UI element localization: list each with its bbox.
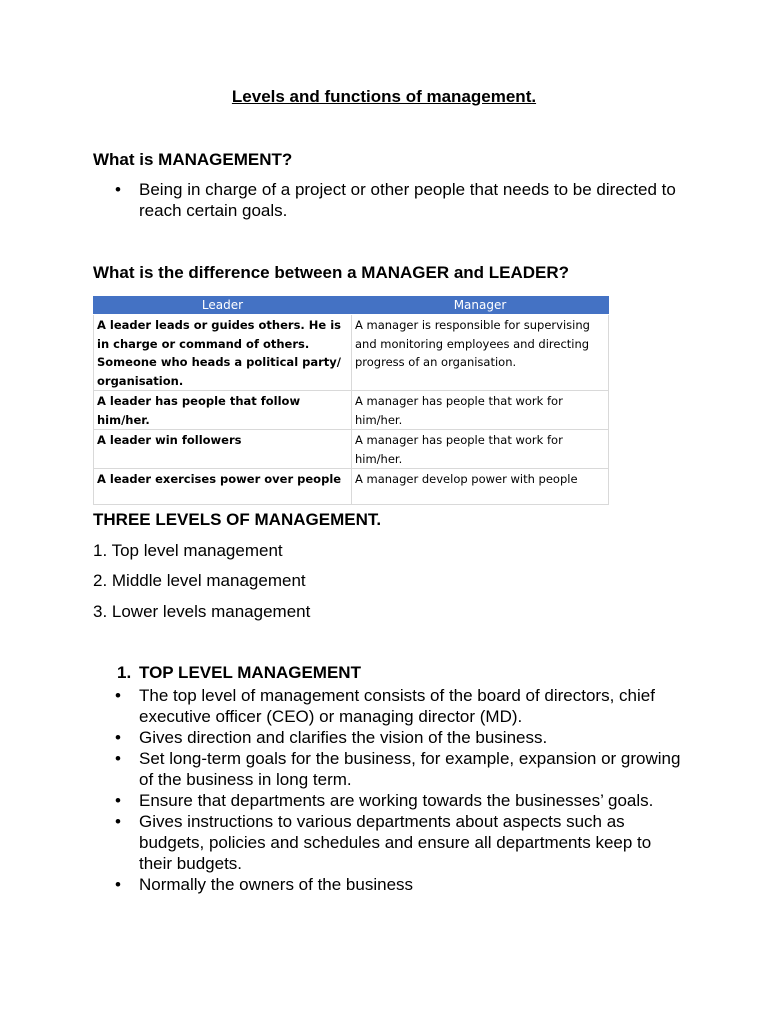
list-item [93, 748, 683, 790]
heading-three-levels: THREE LEVELS OF MANAGEMENT. [93, 510, 382, 529]
bullet-icon: • [115, 875, 121, 894]
table-cell-leader: A leader exercises power over people [94, 469, 352, 505]
heading-manager-vs-leader: What is the difference between a MANAGER and LEADER? [93, 263, 570, 282]
level-item-lower: 3. Lower levels management [93, 602, 311, 621]
bullet-icon: • [115, 728, 121, 747]
list-item-text: The top level of management consists of the board of directors, chief executive officer (CEO) or managing director (MD). [139, 686, 655, 726]
bullet-icon: • [115, 180, 121, 199]
bullet-icon: • [115, 791, 121, 810]
heading-top-level-management [117, 663, 361, 683]
list-item-text: Set long-term goals for the business, for example, expansion or growing of the business in long term. [139, 749, 681, 789]
list-item [93, 179, 683, 221]
table-cell-manager: A manager develop power with people [352, 469, 609, 505]
list-item [93, 874, 683, 895]
list-item-text: Being in charge of a project or other people that needs to be directed to reach certain goals. [139, 180, 676, 220]
bullet-icon: • [115, 686, 121, 705]
table-row [94, 430, 609, 469]
column-header-leader: Leader [94, 297, 352, 315]
list-item [93, 727, 683, 748]
table-header-row [94, 297, 609, 315]
top-level-functions-list [93, 685, 683, 895]
table-cell-leader: A leader leads or guides others. He is in charge or command of others. Someone who heads a political party/ organisation. [94, 315, 352, 391]
management-definition-list [93, 179, 683, 221]
list-item-text: Normally the owners of the business [139, 875, 414, 894]
table-cell-manager: A manager has people that work for him/her. [352, 391, 609, 430]
bullet-icon: • [115, 749, 121, 768]
list-item [93, 811, 683, 874]
table-row [94, 315, 609, 391]
table-cell-leader: A leader win followers [94, 430, 352, 469]
table-cell-manager: A manager is responsible for supervising and monitoring employees and directing progress of an organisation. [352, 315, 609, 391]
leader-manager-table [93, 296, 609, 505]
list-item [93, 685, 683, 727]
table-row [94, 391, 609, 430]
column-header-manager: Manager [352, 297, 609, 315]
list-item [93, 790, 683, 811]
level-item-top: 1. Top level management [93, 541, 283, 560]
heading-number: 1. [117, 663, 132, 682]
table-cell-leader: A leader has people that follow him/her. [94, 391, 352, 430]
document-title: Levels and functions of management. [231, 87, 537, 106]
table-row [94, 469, 609, 505]
table-cell-manager: A manager has people that work for him/her. [352, 430, 609, 469]
heading-text: TOP LEVEL MANAGEMENT [139, 663, 361, 682]
list-item-text: Ensure that departments are working towards the businesses’ goals. [139, 791, 654, 810]
level-item-middle: 2. Middle level management [93, 571, 306, 590]
list-item-text: Gives direction and clarifies the vision of the business. [139, 728, 548, 747]
bullet-icon: • [115, 812, 121, 831]
heading-what-is-management: What is MANAGEMENT? [93, 150, 293, 169]
list-item-text: Gives instructions to various departments about aspects such as budgets, policies and schedules and ensure all departments keep to their budgets. [139, 812, 652, 873]
